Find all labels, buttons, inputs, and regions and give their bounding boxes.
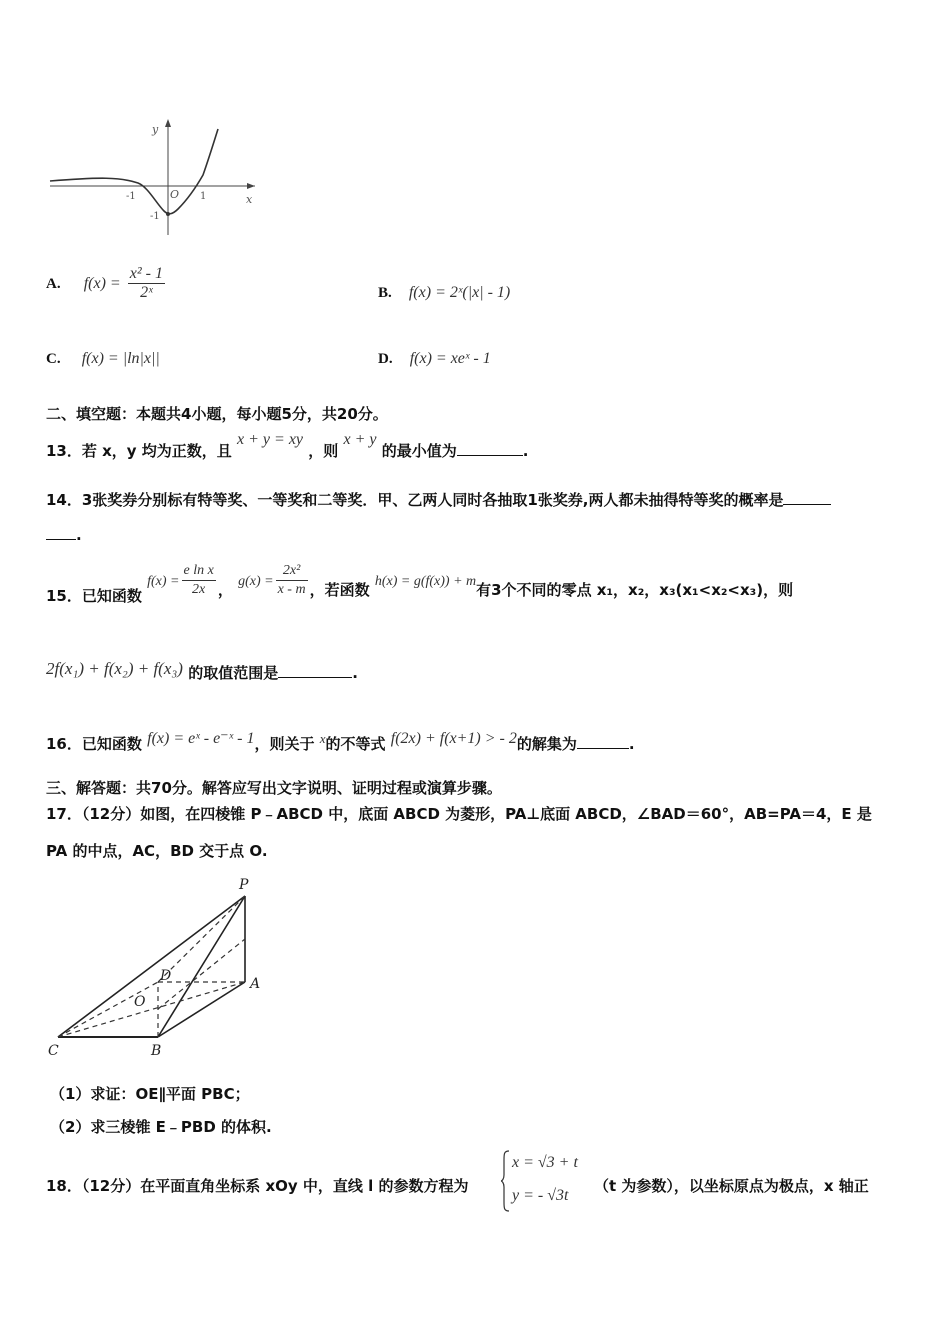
q15-f-lhs: f(x) = xyxy=(147,574,180,589)
tick-pos1-x: 1 xyxy=(200,191,207,202)
tick-neg1-y: -1 xyxy=(150,211,160,222)
q16-inequality: f(2x) + f(x+1) > - 2 xyxy=(390,730,517,747)
tick-neg1-x: -1 xyxy=(126,191,136,202)
q15-g-lhs: g(x) = xyxy=(238,574,274,589)
q16-answer-blank xyxy=(577,746,629,749)
section2-heading: 二、填空题：本题共4小题，每小题5分，共20分。 xyxy=(46,405,388,423)
question-16: 16．已知函数 f(x) = eˣ - e⁻ˣ - 1，则关于 x的不等式 f(2x) + f(x+1) > - 2的解集为 . xyxy=(46,730,635,753)
label-D: D xyxy=(160,968,172,984)
q15-g-numerator: 2x² xyxy=(276,562,308,581)
edge-BP xyxy=(158,896,245,1037)
q15-number: 15． xyxy=(46,587,82,605)
q13-text3: 的最小值为 xyxy=(381,442,457,460)
option-b-expr: f(x) = 2ˣ(|x| - 1) xyxy=(408,284,511,301)
q14-answer-blank-part2 xyxy=(46,537,76,540)
label-C: C xyxy=(48,1043,59,1059)
y-intercept-point xyxy=(166,212,170,216)
q16-text1: 已知函数 xyxy=(81,735,142,753)
option-a-fraction xyxy=(128,265,165,302)
q15-answer-blank xyxy=(278,675,352,678)
option-d xyxy=(378,348,491,368)
q16-text3: 的不等式 xyxy=(325,735,386,753)
option-b xyxy=(378,282,510,302)
q15-f-numerator: e ln x xyxy=(182,562,216,581)
q15-text1: 已知函数 xyxy=(81,587,142,605)
option-c xyxy=(46,348,160,368)
q15-g-fraction xyxy=(276,562,308,599)
label-P: P xyxy=(239,877,249,893)
option-a xyxy=(46,265,167,302)
q15-g-denominator: x - m xyxy=(277,582,306,597)
q13-answer-blank xyxy=(457,453,523,456)
question-15 xyxy=(46,562,794,605)
option-b-label: B. xyxy=(378,285,392,301)
q15-h-expr: h(x) = g(f(x)) + m xyxy=(374,574,477,589)
option-a-lhs: f(x) = xyxy=(83,275,121,292)
q16-var: x xyxy=(319,731,326,746)
q15-text3: 有3个不同的零点 x₁，x₂，x₃(x₁<x₂<x₃)，则 xyxy=(476,581,794,599)
option-a-denominator: 2ˣ xyxy=(140,284,153,301)
label-B: B xyxy=(151,1043,162,1059)
question-17-line2: PA 的中点，AC，BD 交于点 O. xyxy=(46,842,268,860)
q18-system-eq2: y = - √3t xyxy=(512,1187,569,1204)
option-d-expr: f(x) = xeˣ - 1 xyxy=(409,350,491,367)
q16-text4: 的解集为 xyxy=(516,735,577,753)
q18-system-brace xyxy=(500,1150,510,1212)
origin-label: O xyxy=(170,188,180,201)
q15-continuation: 2f(x₁) + f(x₂) + f(x₃) 的取值范围是 . xyxy=(46,659,358,682)
q15-expr2: 2f(x₁) + f(x₂) + f(x₃) xyxy=(46,659,183,678)
option-a-numerator: x² - 1 xyxy=(129,265,164,282)
question-13: 13．若 x，y 均为正数，且 x + y = xy ，则 x + y 的最小值为 . xyxy=(46,431,529,460)
q13-text2: ，则 xyxy=(308,442,339,460)
axis-x-label: x xyxy=(246,193,253,206)
q13-expr2: x + y xyxy=(343,431,377,448)
q15-separator: ， xyxy=(217,581,233,599)
q15-text2: ，若函数 xyxy=(309,581,370,599)
q15-f-denominator: 2x xyxy=(192,582,206,597)
q14-answer-blank-part1 xyxy=(783,502,831,505)
diagonal-CA xyxy=(58,982,245,1037)
q13-number: 13． xyxy=(46,442,82,460)
q13-expr1: x + y = xy xyxy=(237,431,304,448)
q16-number: 16． xyxy=(46,735,82,753)
q14-blank-continuation: . xyxy=(46,526,82,544)
q18-system-eq1: x = √3 + t xyxy=(512,1154,578,1171)
question-18-text2: （t 为参数），以坐标原点为极点，x 轴正 xyxy=(594,1177,869,1195)
edge-CP xyxy=(58,896,245,1037)
option-a-label: A. xyxy=(46,276,61,292)
brace-icon xyxy=(500,1150,510,1212)
question-18-text1: 18．（12分）在平面直角坐标系 xOy 中，直线 l 的参数方程为 xyxy=(46,1177,469,1195)
option-d-label: D. xyxy=(378,351,393,367)
pyramid-figure xyxy=(40,872,280,1064)
section3-heading: 三、解答题：共70分。解答应写出文字说明、证明过程或演算步骤。 xyxy=(46,779,502,797)
function-graph-figure xyxy=(40,115,270,245)
q15-f-fraction xyxy=(182,562,216,599)
y-axis-arrow xyxy=(165,119,171,127)
q13-text1: 若 x，y 均为正数，且 xyxy=(81,442,232,460)
q16-f-expr: f(x) = eˣ - e⁻ˣ - 1 xyxy=(147,730,255,747)
q17-sub2: （2）求三棱锥 E﹣PBD 的体积. xyxy=(50,1118,272,1136)
option-c-expr: f(x) = |ln|x|| xyxy=(81,350,160,367)
label-A: A xyxy=(250,976,261,992)
edge-BA xyxy=(158,982,245,1037)
option-c-label: C. xyxy=(46,351,61,367)
q16-text2: ，则关于 xyxy=(254,735,315,753)
question-14 xyxy=(46,489,831,510)
x-axis-arrow xyxy=(247,183,255,189)
axis-y-label: y xyxy=(152,123,159,136)
label-O: O xyxy=(134,994,146,1010)
q14-text: 3张奖券分别标有特等奖、一等奖和二等奖．甲、乙两人同时各抽取1张奖券,两人都未抽得特等奖的概率是 xyxy=(81,491,784,509)
q17-sub1: （1）求证：OE∥平面 PBC； xyxy=(50,1085,250,1103)
q15-text4: 的取值范围是 xyxy=(188,664,279,682)
q14-number: 14． xyxy=(46,491,82,509)
question-17-line1: 17．（12分）如图，在四棱锥 P﹣ABCD 中，底面 ABCD 为菱形，PA⊥底面 ABCD，∠BAD＝60°，AB=PA＝4，E 是 xyxy=(46,805,872,823)
